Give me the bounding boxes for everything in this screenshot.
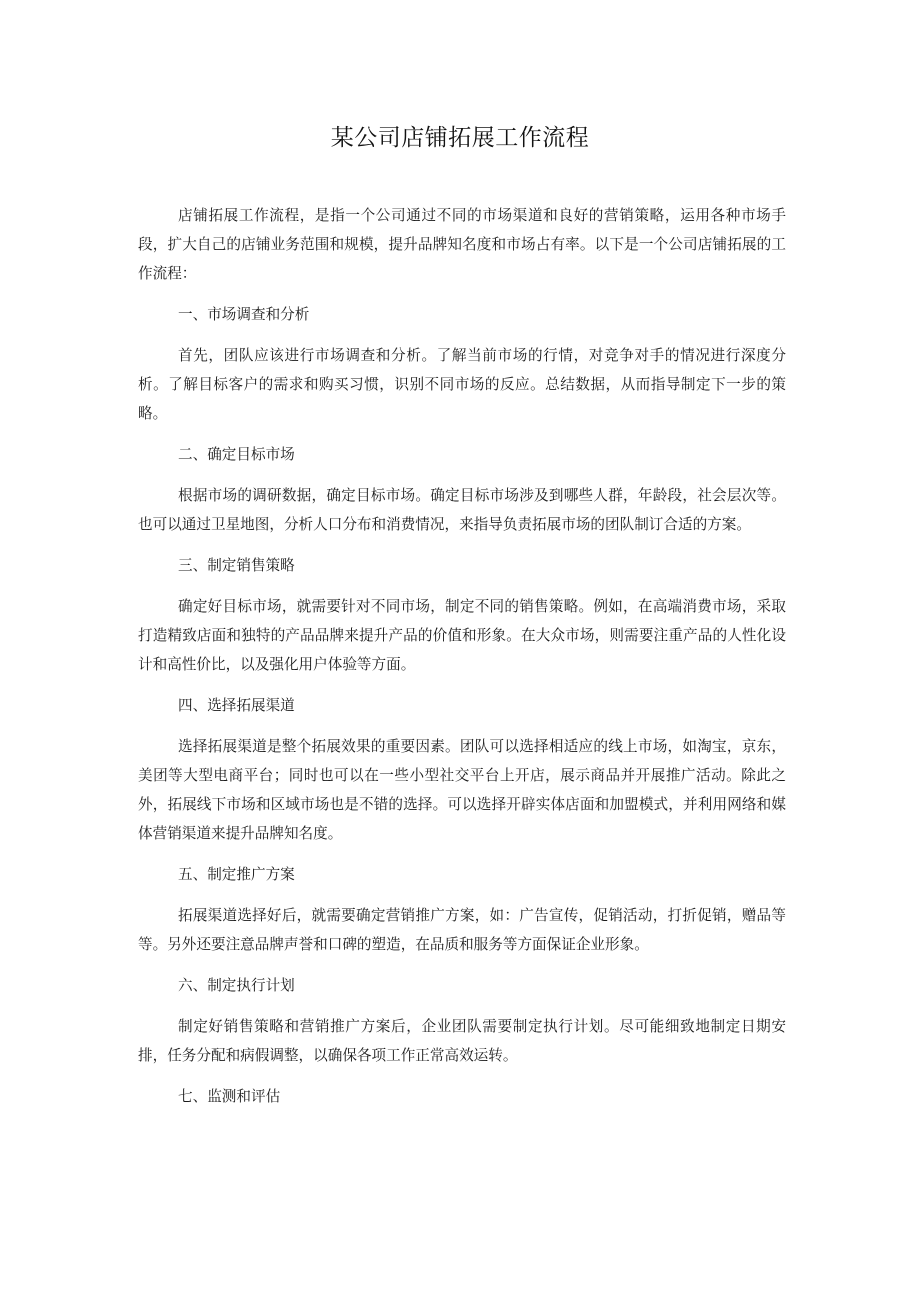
section-paragraph-2: 根据市场的调研数据，确定目标市场。确定目标市场涉及到哪些人群，年龄段，社会层次等。也可以通过卫星地图，分析人口分布和消费情况，来指导负责拓展市场的团队制订合适的方案。 <box>138 487 786 533</box>
section-heading-1: 一、市场调查和分析 <box>178 306 310 323</box>
section-heading-5: 五、制定推广方案 <box>178 866 295 883</box>
section-heading-7: 七、监测和评估 <box>178 1088 281 1105</box>
section-heading-3: 三、制定销售策略 <box>178 557 295 574</box>
section-paragraph-6: 制定好销售策略和营销推广方案后，企业团队需要制定执行计划。尽可能细致地制定日期安排，任务分配和病假调整，以确保各项工作正常高效运转。 <box>138 1018 786 1064</box>
section-paragraph-4: 选择拓展渠道是整个拓展效果的重要因素。团队可以选择相适应的线上市场，如淘宝，京东，美团等大型电商平台；同时也可以在一些小型社交平台上开店，展示商品并开展推广活动。除此之外，拓展线下市场和区域市场也是不错的选择。可以选择开辟实体店面和加盟模式，并利用网络和媒体营销渠道来提升品牌知名度。 <box>138 738 786 842</box>
section-paragraph-5: 拓展渠道选择好后，就需要确定营销推广方案，如：广告宣传，促销活动，打折促销，赠品等等。另外还要注意品牌声誉和口碑的塑造，在品质和服务等方面保证企业形象。 <box>138 907 786 953</box>
section-heading-4: 四、选择拓展渠道 <box>178 697 295 714</box>
section-paragraph-3: 确定好目标市场，就需要针对不同市场，制定不同的销售策略。例如，在高端消费市场，采取打造精致店面和独特的产品品牌来提升产品的价值和形象。在大众市场，则需要注重产品的人性化设计和高性价比，以及强化用户体验等方面。 <box>138 598 786 673</box>
page-title: 某公司店铺拓展工作流程 <box>330 125 590 151</box>
intro-paragraph: 店铺拓展工作流程，是指一个公司通过不同的市场渠道和良好的营销策略，运用各种市场手段，扩大自己的店铺业务范围和规模，提升品牌知名度和市场占有率。以下是一个公司店铺拓展的工作流程： <box>138 207 786 282</box>
section-paragraph-1: 首先，团队应该进行市场调查和分析。了解当前市场的行情，对竞争对手的情况进行深度分析。了解目标客户的需求和购买习惯，识别不同市场的反应。总结数据，从而指导制定下一步的策略。 <box>138 347 786 422</box>
section-heading-2: 二、确定目标市场 <box>178 446 295 463</box>
document-body <box>138 201 786 1123</box>
section-heading-6: 六、制定执行计划 <box>178 977 295 994</box>
